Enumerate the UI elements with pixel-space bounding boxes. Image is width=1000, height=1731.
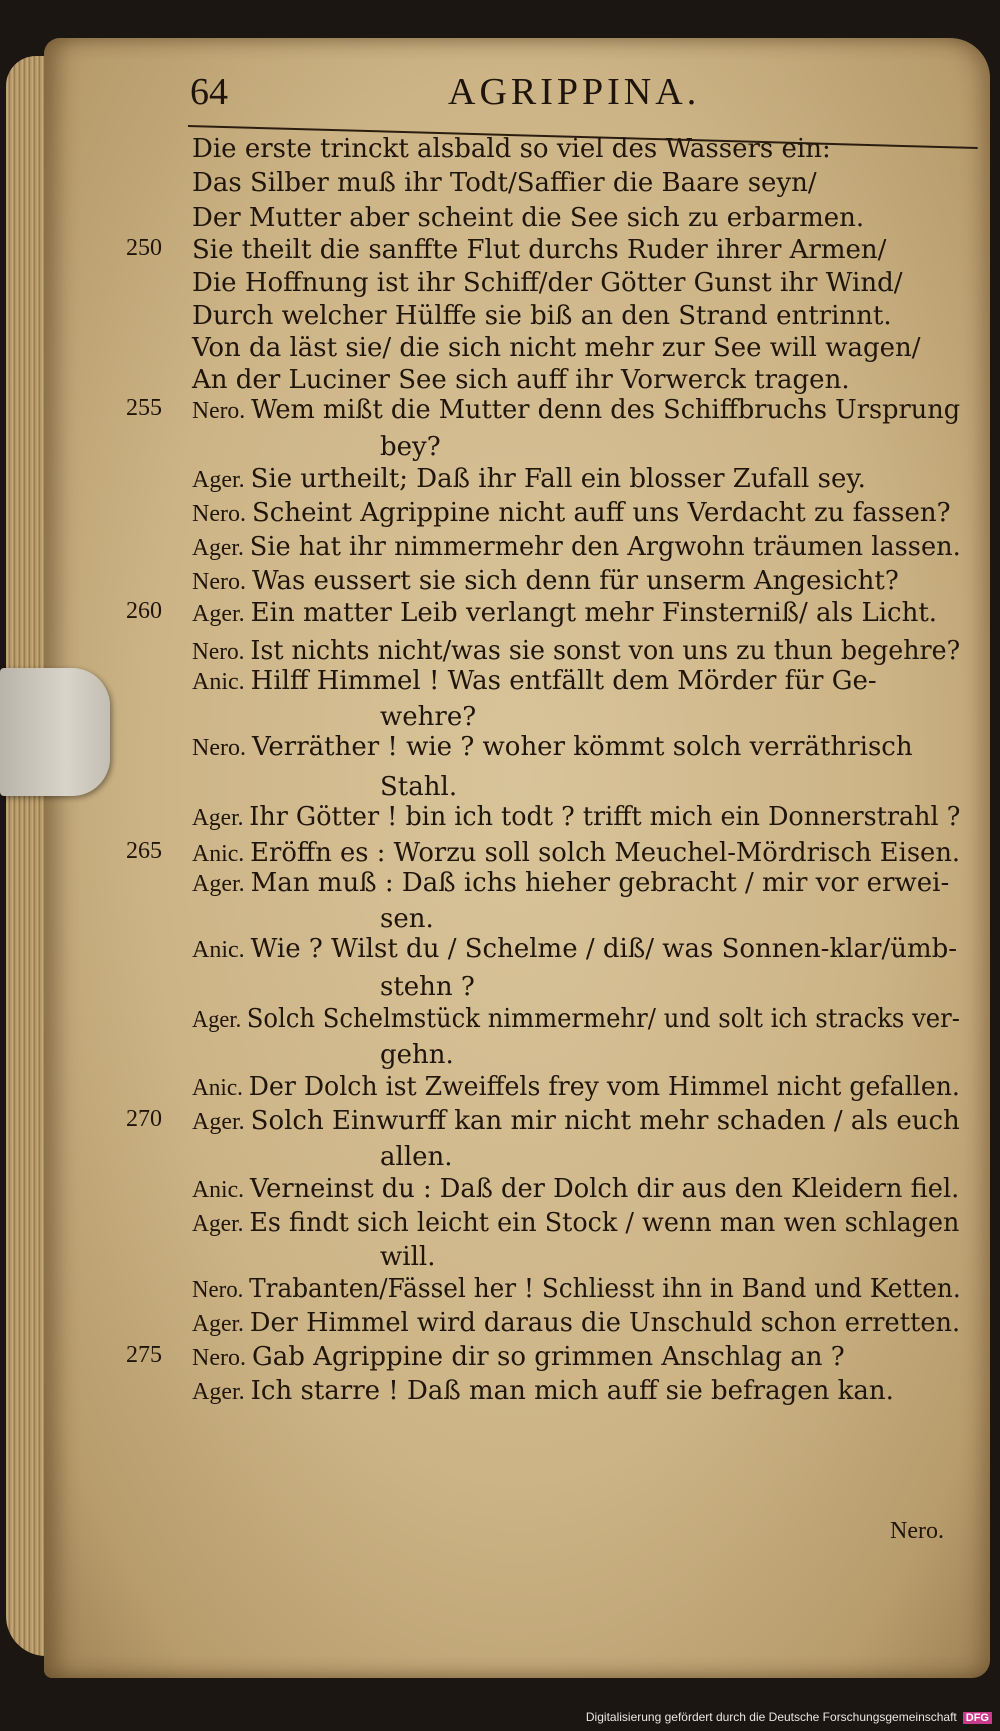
verse-text-span: Ein matter Leib verlangt mehr Finsterniß/ als Licht.: [250, 598, 938, 628]
verse-text-span: Hilff Himmel ! Was entfällt dem Mörder für Ge-: [250, 666, 877, 696]
verse-line: [192, 1374, 894, 1409]
verse-line: [192, 496, 951, 531]
verse-line: [192, 1206, 959, 1241]
verse-line: [380, 1038, 454, 1072]
speaker-name: Anic.: [192, 937, 245, 963]
running-head: AGRIPPINA.: [448, 71, 701, 113]
verse-line: [192, 393, 960, 428]
verse-line: [192, 299, 892, 333]
verse-line: [380, 1140, 453, 1174]
verse-line: [380, 902, 434, 936]
verse-line: [192, 564, 899, 599]
verse-line: [380, 970, 475, 1004]
catchword: Nero.: [890, 1518, 944, 1544]
verse-text-span: Sie urtheilt; Daß ihr Fall ein blosser Zufall sey.: [250, 464, 866, 494]
verse-line: [380, 770, 457, 804]
line-number: 260: [126, 598, 162, 624]
verse-text-span: stehn ?: [380, 972, 475, 1002]
verse-text-span: Verneinst du : Daß der Dolch dir aus den Kleidern fiel.: [249, 1174, 960, 1204]
verse-text-span: Wem mißt die Mutter denn des Schiffbruchs Ursprung: [251, 395, 961, 425]
verse-line: [192, 266, 902, 300]
verse-line: [192, 132, 831, 166]
page-number: 64: [190, 71, 228, 113]
verse-line: [380, 700, 476, 734]
speaker-name: Nero.: [192, 501, 246, 527]
line-number: 250: [126, 235, 162, 261]
dfg-logo: DFG: [963, 1712, 992, 1724]
verse-text-span: Wie ? Wilst du / Schelme / diß/ was Sonnen-klar/ümb-: [250, 934, 958, 964]
verse-line: [192, 530, 961, 565]
line-number: 255: [126, 395, 162, 421]
verse-line: [192, 1306, 960, 1341]
verse-text-span: Ich starre ! Daß man mich auff sie befragen kan.: [250, 1376, 894, 1406]
speaker-name: Anic.: [192, 669, 245, 695]
speaker-name: Nero.: [192, 1277, 244, 1303]
speaker-name: Ager.: [192, 601, 245, 627]
speaker-name: Nero.: [192, 639, 245, 665]
verse-text-span: Die erste trinckt alsbald so viel des Wassers ein:: [192, 134, 831, 164]
verse-line: [192, 363, 850, 397]
verse-text-span: will.: [380, 1242, 436, 1272]
verse-line: [192, 664, 877, 699]
verse-line: [192, 932, 957, 967]
verse-text-span: bey?: [380, 432, 441, 462]
verse-text-span: Gab Agrippine dir so grimmen Anschlag an ?: [251, 1342, 845, 1372]
verse-text-span: Von da läst sie/ die sich nicht mehr zur See will wagen/: [192, 333, 921, 363]
speaker-name: Nero.: [192, 398, 246, 424]
verse-line: [192, 1172, 959, 1207]
verse-text-span: Es findt sich leicht ein Stock / wenn man wen schlagen: [249, 1208, 960, 1238]
speaker-name: Ager.: [192, 1007, 242, 1033]
speaker-name: Nero.: [192, 735, 246, 761]
verse-text-span: Ist nichts nicht/was sie sonst von uns zu thun begehre?: [250, 636, 961, 666]
verse-text-span: Eröffn es : Worzu soll solch Meuchel-Mördrisch Eisen.: [250, 838, 961, 868]
verse-line: [192, 201, 864, 235]
verse-text-span: Stahl.: [380, 772, 458, 802]
verse-line: [192, 596, 937, 631]
speaker-name: Ager.: [192, 1211, 244, 1237]
speaker-name: Ager.: [192, 805, 244, 831]
line-number: 265: [126, 838, 162, 864]
digitization-credit: [586, 1710, 992, 1724]
verse-text-span: Sie hat ihr nimmermehr den Argwohn träumen lassen.: [249, 532, 961, 562]
verse-text-span: Sie theilt die sanffte Flut durchs Ruder ihrer Armen/: [192, 235, 887, 265]
verse-text-span: Ihr Götter ! bin ich todt ? trifft mich ein Donnerstrahl ?: [249, 802, 961, 832]
speaker-name: Ager.: [192, 1311, 244, 1337]
speaker-name: Ager.: [192, 871, 245, 897]
verse-text-span: Das Silber muß ihr Todt/Saffier die Baare seyn/: [192, 168, 817, 198]
verse-text-span: Was eussert sie sich denn für unserm Angesicht?: [251, 566, 899, 596]
credit-text: Digitalisierung gefördert durch die Deutsche Forschungsgemeinschaft: [585, 1710, 957, 1724]
verse-text-span: Scheint Agrippine nicht auff uns Verdacht zu fassen?: [251, 498, 951, 528]
verse-line: [192, 1070, 960, 1105]
speaker-name: Ager.: [192, 467, 245, 493]
verse-text-span: gehn.: [380, 1040, 454, 1070]
verse-line: [192, 233, 886, 267]
verse-line: [192, 166, 817, 200]
verse-text-span: Der Dolch ist Zweiffels frey vom Himmel nicht gefallen.: [248, 1072, 960, 1102]
verse-text-span: Solch Einwurff kan mir nicht mehr schaden / als euch: [250, 1106, 960, 1136]
verse-text-span: Man muß : Daß ichs hieher gebracht / mir vor erwei-: [250, 868, 950, 898]
verse-line: [380, 430, 441, 464]
line-number: 270: [126, 1106, 162, 1132]
verse-line: [192, 1340, 845, 1375]
speaker-name: Anic.: [192, 1177, 245, 1203]
verse-line: [192, 866, 949, 901]
verse-text-span: An der Luciner See sich auff ihr Vorwerck tragen.: [192, 365, 850, 395]
verse-line: [192, 800, 960, 835]
speaker-name: Ager.: [192, 1109, 245, 1135]
speaker-name: Ager.: [192, 1379, 245, 1405]
speaker-name: Nero.: [192, 1345, 246, 1371]
speaker-name: Ager.: [192, 535, 244, 561]
verse-line: [192, 462, 866, 497]
verse-text-span: Der Mutter aber scheint die See sich zu erbarmen.: [192, 203, 865, 233]
verse-text-span: Der Himmel wird daraus die Unschuld schon erretten.: [249, 1308, 961, 1338]
verse-text-span: Durch welcher Hülffe sie biß an den Strand entrinnt.: [192, 301, 892, 331]
line-number: 275: [126, 1342, 162, 1368]
verse-line: [192, 1002, 960, 1037]
verse-line: [192, 730, 913, 765]
verse-line: [380, 1240, 435, 1274]
verse-text-span: allen.: [380, 1142, 453, 1172]
verse-line: [192, 1272, 961, 1307]
speaker-name: Anic.: [192, 1075, 243, 1101]
verse-text-span: Verräther ! wie ? woher kömmt solch verräthrisch: [251, 732, 913, 762]
verse-text-span: sen.: [380, 904, 434, 934]
speaker-name: Anic.: [192, 841, 245, 867]
verse-text-span: Solch Schelmstück nimmermehr/ und solt ich stracks ver-: [246, 1004, 961, 1034]
speaker-name: Nero.: [192, 569, 246, 595]
verse-line: [192, 331, 921, 365]
verse-text-span: Die Hoffnung ist ihr Schiff/der Götter Gunst ihr Wind/: [192, 268, 903, 298]
verse-text-span: Trabanten/Fässel her ! Schliesst ihn in Band und Ketten.: [249, 1274, 961, 1304]
verse-text-span: wehre?: [380, 702, 477, 732]
verse-line: [192, 1104, 960, 1139]
